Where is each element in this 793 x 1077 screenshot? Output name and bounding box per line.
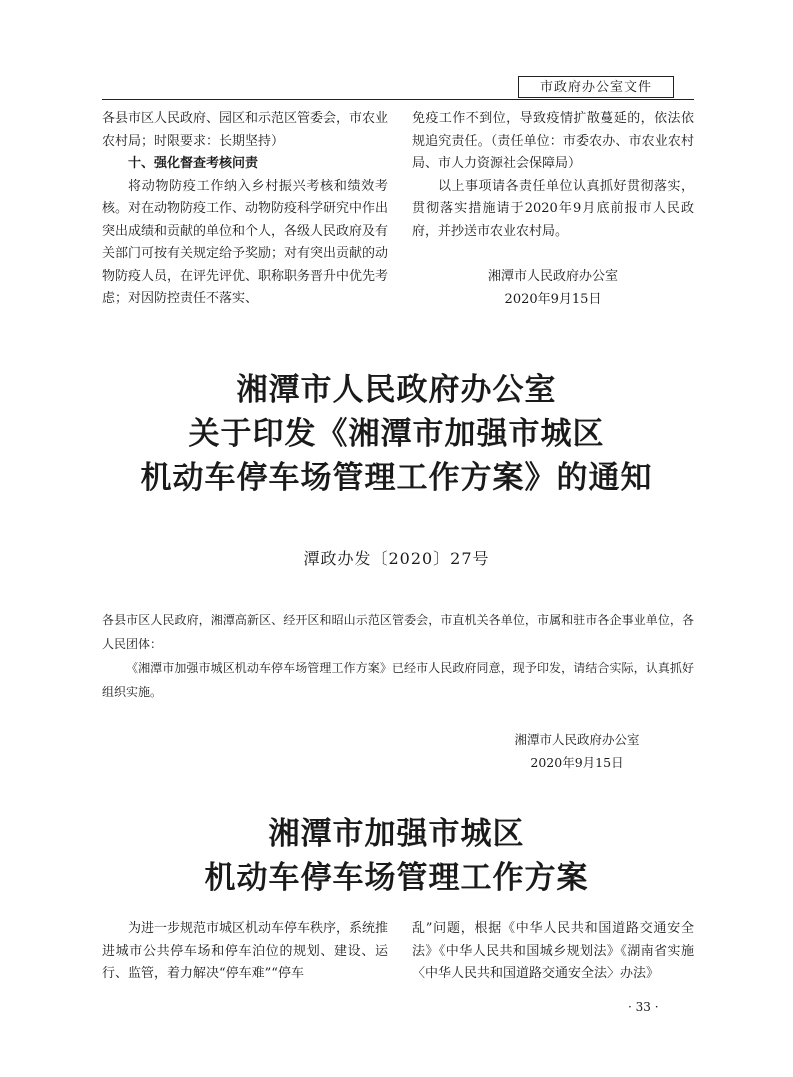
- plan-title-line: 机动车停车场管理工作方案: [204, 860, 589, 896]
- notice-title-line: 湘潭市人民政府办公室: [236, 372, 557, 408]
- page-number: · 33 ·: [628, 1000, 659, 1014]
- plan-paragraph: 为进一步规范市城区机动车停车秩序，系统推进城市公共停车场和停车泊位的规划、建设、运行、监管，着力解决“停车难”“停车: [102, 921, 389, 981]
- header-rule: [102, 99, 694, 100]
- top-right-column: [412, 108, 694, 311]
- body-paragraph: 以上事项请各责任单位认真抓好贯彻落实，贯彻落实措施请于2020年9月底前报市人民政府，并抄送市农业农村局。: [412, 178, 694, 239]
- signature: 湘潭市人民政府办公室: [487, 269, 618, 284]
- notice-signature-block: [474, 728, 680, 774]
- plan-left-column: [102, 918, 388, 986]
- notice-paragraph: 《湘潭市加强市城区机动车停车场管理工作方案》已经市人民政府同意，现予印发，请结合实际，认真抓好组织实施。: [102, 661, 694, 699]
- signature: 湘潭市人民政府办公室: [514, 732, 640, 747]
- plan-right-column: [412, 918, 694, 986]
- section-heading: 十、强化督查考核问责: [128, 156, 259, 171]
- plan-paragraph: 乱”问题，根据《中华人民共和国道路交通安全法》《中华人民共和国城乡规划法》《湖南省实施〈中华人民共和国道路交通安全法〉办法》: [412, 921, 694, 981]
- notice-body: [102, 608, 694, 704]
- document-number: 潭政办发〔2020〕27号: [303, 549, 490, 568]
- continuation-paragraph: 各县市区人民政府、园区和示范区管委会，市农业农村局；时限要求：长期坚持）: [102, 111, 389, 149]
- section-badge: 市政府办公室文件: [518, 76, 674, 98]
- signature-date: 2020年9月15日: [530, 755, 624, 770]
- top-left-column: [102, 108, 388, 311]
- notice-title: [0, 368, 793, 500]
- notice-title-line: 机动车停车场管理工作方案》的通知: [140, 460, 653, 496]
- addressee: 各县市区人民政府，湘潭高新区、经开区和昭山示范区管委会，市直机关各单位，市属和驻市各企事业单位，各人民团体：: [102, 613, 694, 651]
- plan-title-line: 湘潭市加强市城区: [268, 816, 525, 852]
- signature-date: 2020年9月15日: [504, 291, 602, 307]
- body-paragraph: 将动物防疫工作纳入乡村振兴考核和绩效考核。对在动物防疫工作、动物防疫科学研究中作出突出成绩和贡献的单位和个人，各级人民政府及有关部门可按有关规定给予奖励；对有突出贡献的动物防疫人员，在评先评优、职称职务晋升中优先考虑；对因防控责任不落实、: [102, 178, 389, 306]
- continuation-paragraph: 免疫工作不到位，导致疫情扩散蔓延的，依法依规追究责任。（责任单位：市委农办、市农业农村局、市人力资源社会保障局）: [412, 111, 694, 171]
- plan-title: [0, 812, 793, 900]
- notice-title-line: 关于印发《湘潭市加强市城区: [188, 416, 605, 452]
